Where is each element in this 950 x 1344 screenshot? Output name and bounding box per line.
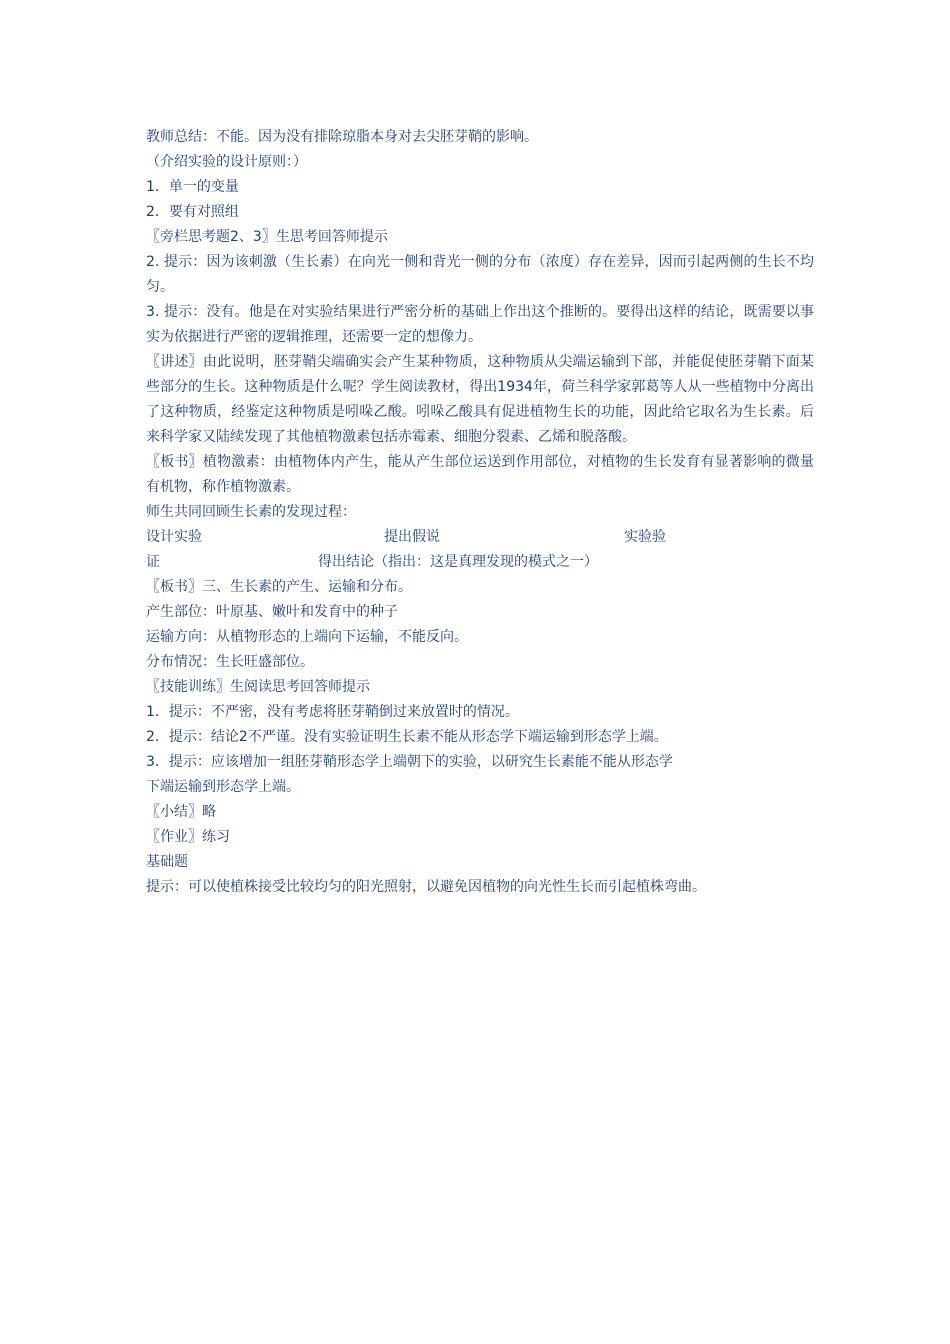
sidebar-hint-3: 3. 提示：没有。他是在对实验结果进行严密分析的基础上作出这个推断的。要得出这样的结论，既需要以事实为依据进行严密的逻辑推理，还需要一定的想像力。 <box>146 304 814 345</box>
principle-single-variable: 1．单一的变量 <box>146 179 239 195</box>
skills-hint-2: 2．提示：结论2不严谨。没有实验证明生长素不能从形态学下端运输到形态学上端。 <box>146 729 668 745</box>
process-step-hypothesis: 提出假说 <box>384 529 440 545</box>
basic-questions-heading: 基础题 <box>146 854 188 870</box>
homework-heading: 〖作业〗练习 <box>146 829 230 845</box>
auxin-production-site: 产生部位：叶原基、嫩叶和发育中的种子 <box>146 604 398 620</box>
final-hint: 提示：可以使植株接受比较均匀的阳光照射，以避免因植物的向光性生长而引起植株弯曲。 <box>146 879 706 895</box>
skills-hint-3-part1: 3．提示：应该增加一组胚芽鞘形态学上端朝下的实验，以研究生长素能不能从形态学 <box>146 754 673 770</box>
sidebar-hint-2: 2. 提示：因为该刺激（生长素）在向光一侧和背光一侧的分布（浓度）存在差异，因而引起两侧的生长不均匀。 <box>146 254 814 295</box>
auxin-transport-direction: 运输方向：从植物形态的上端向下运输，不能反向。 <box>146 629 468 645</box>
discovery-process-row-2 <box>146 550 814 575</box>
auxin-distribution: 分布情况：生长旺盛部位。 <box>146 654 314 670</box>
sidebar-questions-heading: 〖旁栏思考题2、3〗生思考回答师提示 <box>146 229 388 245</box>
board-plant-hormone-definition: 〖板书〗植物激素：由植物体内产生，能从产生部位运送到作用部位，对植物的生长发育有显著影响的微量有机物，称作植物激素。 <box>146 454 814 495</box>
teacher-summary: 教师总结：不能。因为没有排除琼脂本身对去尖胚芽鞘的影响。 <box>146 129 538 145</box>
skills-training-heading: 〖技能训练〗生阅读思考回答师提示 <box>146 679 370 695</box>
discovery-process-row-1 <box>146 525 814 550</box>
lecture-paragraph: 〖讲述〗由此说明，胚芽鞘尖端确实会产生某种物质，这种物质从尖端运输到下部，并能促使胚芽鞘下面某些部分的生长。这种物质是什么呢？学生阅读教材，得出1934年，荷兰科学家郭葛等人从一些植物中分离出了这种物质，经鉴定这种物质是吲哚乙酸。吲哚乙酸具有促进植物生长的功能，因此给它取名为生长素。后来科学家又陆续发现了其他植物激素包括赤霉素、细胞分裂素、乙烯和脱落酸。 <box>146 354 814 445</box>
skills-hint-3-part2: 下端运输到形态学上端。 <box>146 779 300 795</box>
skills-hint-1: 1．提示：不严密，没有考虑将胚芽鞘倒过来放置时的情况。 <box>146 704 519 720</box>
process-step-verify-part2: 证 <box>146 554 160 570</box>
design-principles-intro: （介绍实验的设计原则：） <box>146 154 307 170</box>
process-step-conclusion: 得出结论（指出：这是真理发现的模式之一） <box>318 554 598 570</box>
principle-control-group: 2．要有对照组 <box>146 204 239 220</box>
board-auxin-heading: 〖板书〗三、生长素的产生、运输和分布。 <box>146 579 412 595</box>
process-step-verify-part1: 实验验 <box>624 529 666 545</box>
lesson-summary: 〖小结〗略 <box>146 804 216 820</box>
document-body <box>146 125 814 900</box>
process-step-design: 设计实验 <box>146 529 202 545</box>
review-intro: 师生共同回顾生长素的发现过程： <box>146 504 356 520</box>
